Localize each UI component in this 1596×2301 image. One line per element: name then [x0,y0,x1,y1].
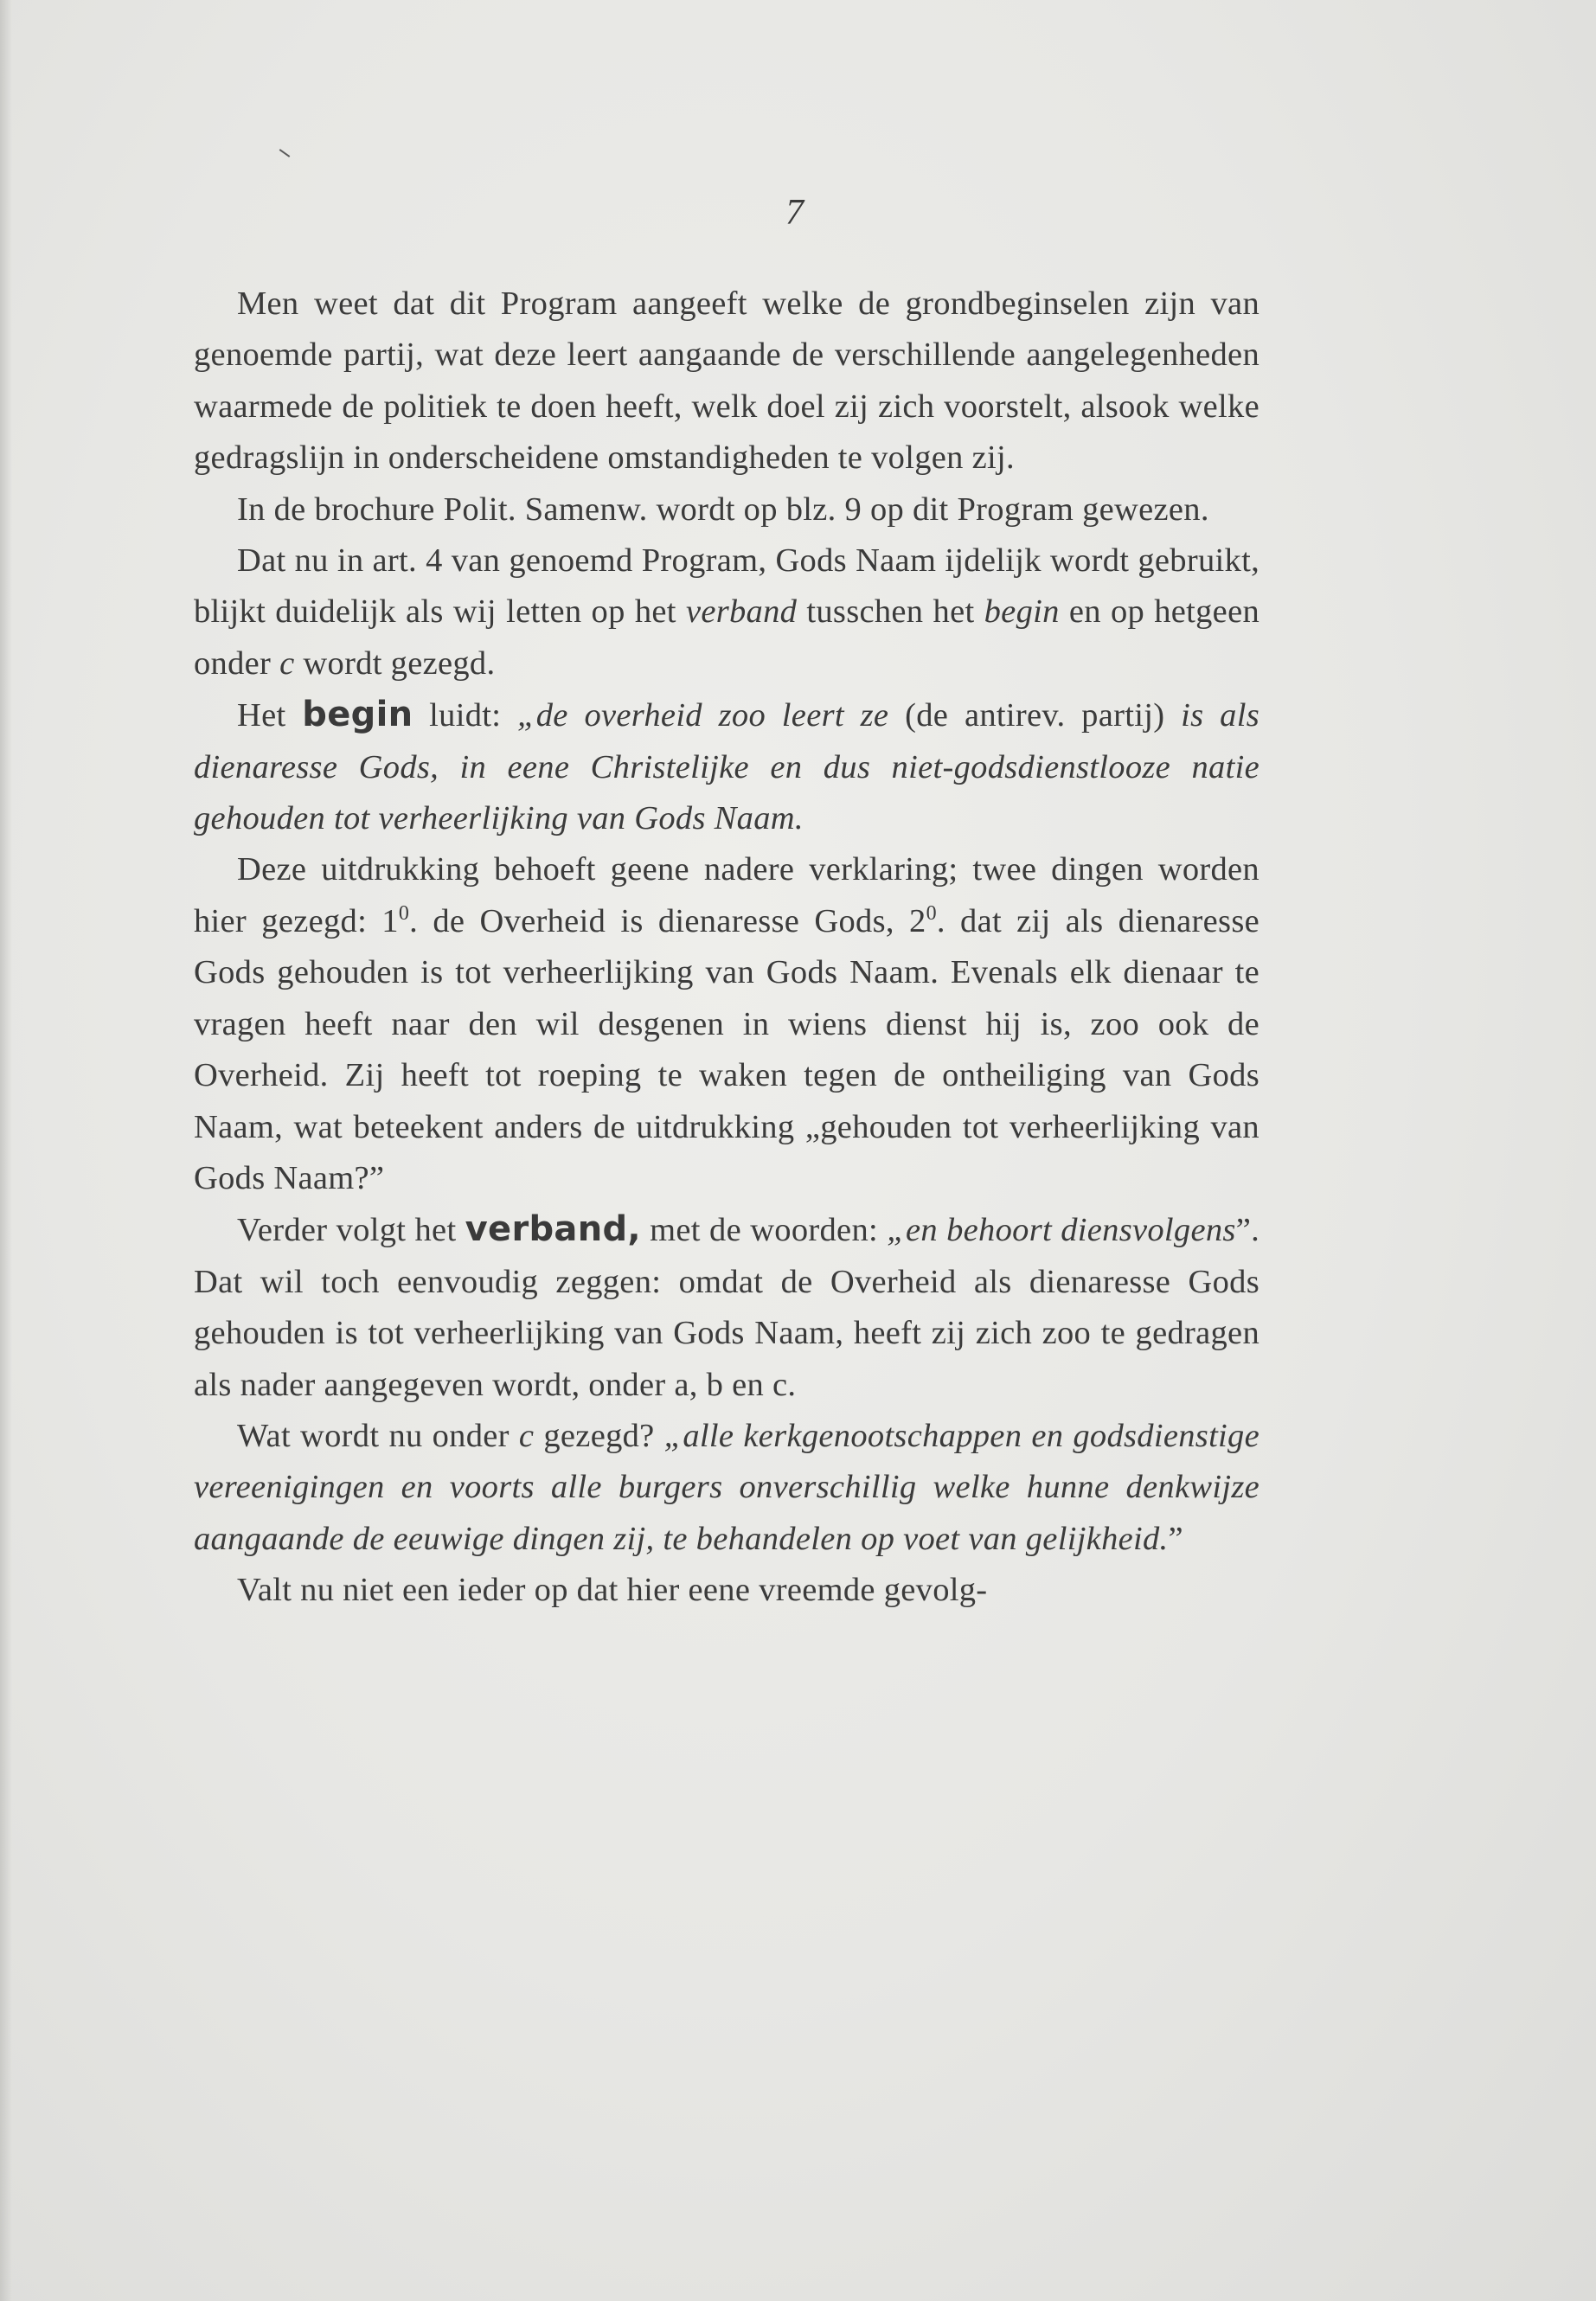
text-run: ” [1168,1520,1183,1557]
ink-mark [279,149,291,157]
text-run: Dat nu in art. 4 van genoemd Program, Gods Naam ijdelijk wordt gebruikt, blijkt duidelijk als wij letten op het [194,542,1259,631]
text-run: (de antirev. partij) [888,697,1182,734]
quote-italic: is als dienaresse Gods, in eene Christelijke en dus niet-godsdienstlooze natie gehouden tot verheerlijking van Gods Naam. [194,697,1260,837]
text-run: tusschen het [797,593,984,631]
paragraph-7 [194,1411,1259,1565]
paragraph-2: In de brochure Polit. Samenw. wordt op blz. 9 op dit Program gewezen. [237,490,1209,528]
paragraph-8: Valt nu niet een ieder op dat hier eene vreemde gevolg- [237,1572,988,1609]
text-run: Het [237,697,303,734]
text-run: luidt: [413,697,518,734]
bold-term-verband: verband, [465,1209,641,1250]
text-run: Verder volgt het [237,1212,465,1249]
page-number: 7 [785,193,804,233]
body-text [194,279,1259,1617]
emphasis-c: c [279,644,295,682]
emphasis-c: c [518,1417,535,1454]
text-run: Deze uitdrukking behoeft geene nadere verklaring; twee dingen worden hier gezegd: 1 [194,851,1259,939]
emphasis-verband: verband [685,593,798,631]
page-edge-shadow [0,0,12,2301]
paragraph-3 [194,535,1259,689]
paragraph-5 [194,844,1259,1204]
superscript: 0 [926,902,937,926]
text-run: Wat wordt nu onder [237,1417,519,1454]
superscript: 0 [398,902,410,926]
text-run: met de woorden: [640,1212,888,1249]
quote-italic: „de overheid zoo leert ze [517,697,889,734]
text-run: ”. Dat wil toch eenvoudig zeggen: omdat de Overheid als dienaresse Gods gehouden is tot verheerlijking van Gods Naam, heeft zij zich zoo te gedragen als nader aangegeven wordt, onder a, b en c. [194,1212,1260,1403]
text-run: . dat zij als dienaresse Gods gehouden is tot verheerlijking van Gods Naam. Evenals elk dienaar te vragen heeft naar den wil desgenen in wiens dienst hij is, zoo ook de Overheid. Zij heeft tot roeping te waken tegen de ontheiliging van Gods Naam, wat beteekent anders de uitdrukking „gehouden tot verheerlijking van Gods Naam?” [194,902,1259,1196]
text-run: gezegd? [534,1417,664,1454]
paragraph-6 [194,1204,1259,1411]
bold-term-begin: begin [302,695,413,735]
paragraph-4 [194,689,1259,844]
text-run: en op hetgeen onder [194,593,1260,682]
emphasis-begin: begin [984,593,1060,631]
text-run: . de Overheid is dienaresse Gods, 2 [409,902,926,939]
paragraph-1: Men weet dat dit Program aangeeft welke de grondbeginselen zijn van genoemde partij, wat deze leert aangaande de verschillende aangelegenheden waarmede de politiek te doen heeft, welk doel zij zich voorstelt, alsook welke gedragslijn in onderscheidene omstandigheden te volgen zij. [194,285,1259,477]
quote-italic: „alle kerkgenootschappen en godsdienstige vereenigingen en voorts alle burgers onverschillig welke hunne denkwijze aangaande de eeuwige dingen zij, te behandelen op voet van gelijkheid. [194,1417,1259,1557]
text-run: wordt gezegd. [294,644,496,682]
quote-italic: „en behoort diensvolgens [887,1212,1236,1249]
